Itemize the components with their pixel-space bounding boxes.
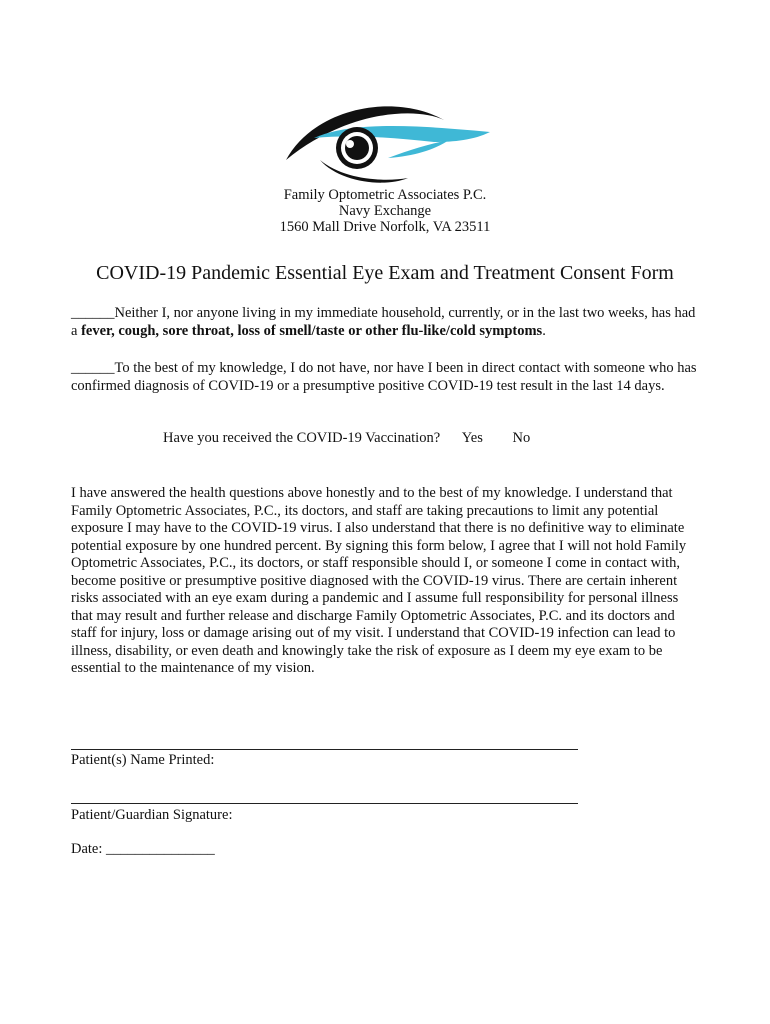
- consent-paragraph: I have answered the health questions above honestly and to the best of my knowledge. I understand that Family Optometric Associates, P.C., its doctors, and staff are taking precautions to limit any potential exposure I may have to the COVID-19 virus. I also understand that there is no definitive way to eliminate potential exposure by one hundred percent. By signing this form below, I agree that I will not hold Family Optometric Associates, P.C., its doctors, or staff responsible should I, or someone I come in contact with, become positive or presumptive positive diagnosed with the COVID-19 virus. There are certain inherent risks associated with an eye exam during a pandemic and I assume full responsibility for personal illness that may result and further release and discharge Family Optometric Associates, P.C. and its doctors and staff for injury, loss or damage arising out of my visit. I understand that COVID-19 infection can lead to illness, disability, or even death and knowingly take the risk of exposure as I deem my eye exam to be essential to the maintenance of my vision.: [71, 485, 687, 676]
- vaccination-question-row: [163, 430, 530, 447]
- vaccination-no-option[interactable]: No: [512, 430, 531, 446]
- statement-symptoms-blank[interactable]: ______: [71, 305, 115, 321]
- date-field[interactable]: Date: _______________: [71, 841, 215, 857]
- statement-symptoms-end: .: [542, 322, 546, 339]
- statement-contact-blank[interactable]: ______: [71, 360, 115, 376]
- statement-symptoms-text: Neither I, nor anyone living in my immediate household, currently, or in the last two weeks, has had a: [71, 305, 696, 339]
- eye-logo-icon: [284, 98, 494, 186]
- statement-contact: [71, 360, 703, 395]
- vaccination-question: Have you received the COVID-19 Vaccination?: [163, 430, 441, 446]
- name-printed-line[interactable]: [71, 749, 578, 750]
- practice-name: Family Optometric Associates P.C.: [283, 187, 487, 203]
- practice-address: 1560 Mall Drive Norfolk, VA 23511: [279, 219, 491, 235]
- vaccination-yes-option[interactable]: Yes: [461, 430, 483, 446]
- statement-symptoms: [71, 305, 703, 340]
- statement-contact-text: To the best of my knowledge, I do not have, nor have I been in direct contact with someone who has confirmed diagnosis of COVID-19 or a presumptive positive COVID-19 test result in the last 14 days.: [71, 360, 697, 394]
- signature-label: Patient/Guardian Signature:: [71, 807, 233, 823]
- name-printed-label: Patient(s) Name Printed:: [71, 752, 215, 768]
- signature-line[interactable]: [71, 803, 578, 804]
- statement-symptoms-list: fever, cough, sore throat, loss of smell/taste or other flu-like/cold symptoms: [81, 322, 543, 339]
- form-title: COVID-19 Pandemic Essential Eye Exam and Treatment Consent Form: [96, 262, 674, 284]
- practice-header: [0, 187, 770, 235]
- practice-location: Navy Exchange: [338, 203, 432, 219]
